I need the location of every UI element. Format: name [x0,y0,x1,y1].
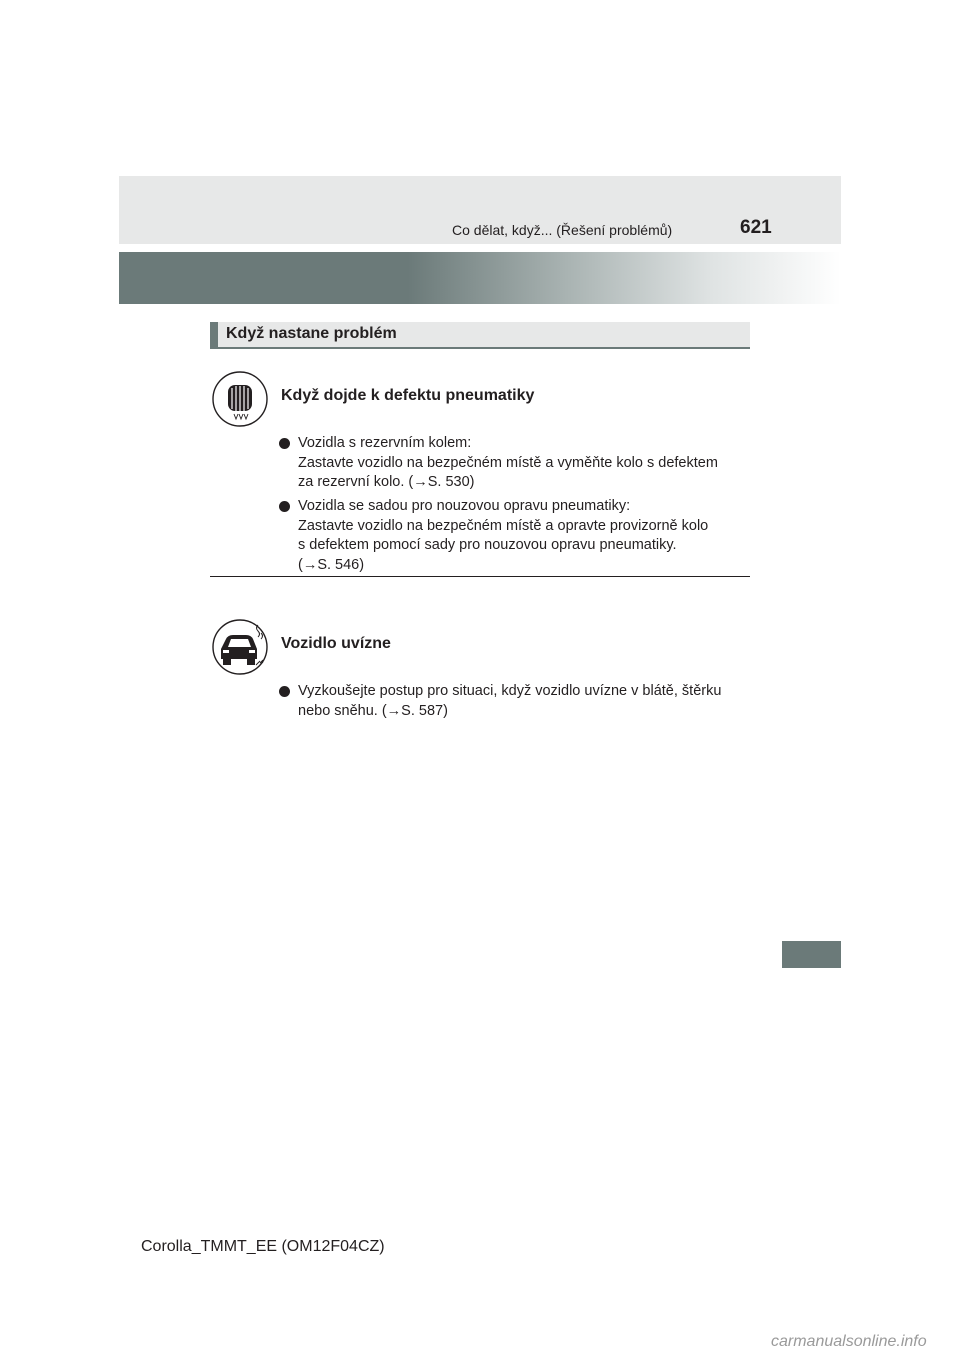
bullet-icon [279,686,290,697]
item-line: Vozidla se sadou pro nouzovou opravu pneumatiky: [298,498,631,514]
item-line: Vozidla s rezervním kolem: [298,435,472,451]
section-heading [210,322,750,349]
list-item [279,497,745,575]
section-divider [210,576,750,577]
stuck-vehicle-icon [212,619,268,675]
item-line: s defektem pomocí sady pro nouzovou opravu pneumatiky. [298,537,677,553]
bullet-icon [279,501,290,512]
watermark: carmanualsonline.info [771,1333,927,1350]
list-item [279,682,745,721]
chapter-tab [782,941,841,968]
section-heading-text: Když nastane problém [226,325,397,342]
flat-tire-icon [212,371,268,427]
item-line: Vyzkoušejte postup pro situaci, když vozidlo uvízne v blátě, štěrku [298,683,722,699]
chapter-gradient-bar [119,252,841,304]
subheading-flat-tire: Když dojde k defektu pneumatiky [281,387,535,404]
footer-model: Corolla_TMMT_EE (OM12F04CZ) [141,1238,385,1255]
item-line: nebo sněhu. (→S. 587) [298,702,448,719]
item-line: (→S. 546) [298,556,365,573]
item-line: Zastavte vozidlo na bezpečném místě a opravte provizorně kolo [298,517,709,534]
bullet-icon [279,438,290,449]
chapter-title: Co dělat, když... (Řešení problémů) [452,222,673,238]
list-item [279,434,745,493]
page-number: 621 [740,217,772,238]
item-line: za rezervní kolo. (→S. 530) [298,474,475,490]
subheading-stuck-vehicle: Vozidlo uvízne [281,635,391,652]
item-line: Zastavte vozidlo na bezpečném místě a vyměňte kolo s defektem [298,454,718,471]
